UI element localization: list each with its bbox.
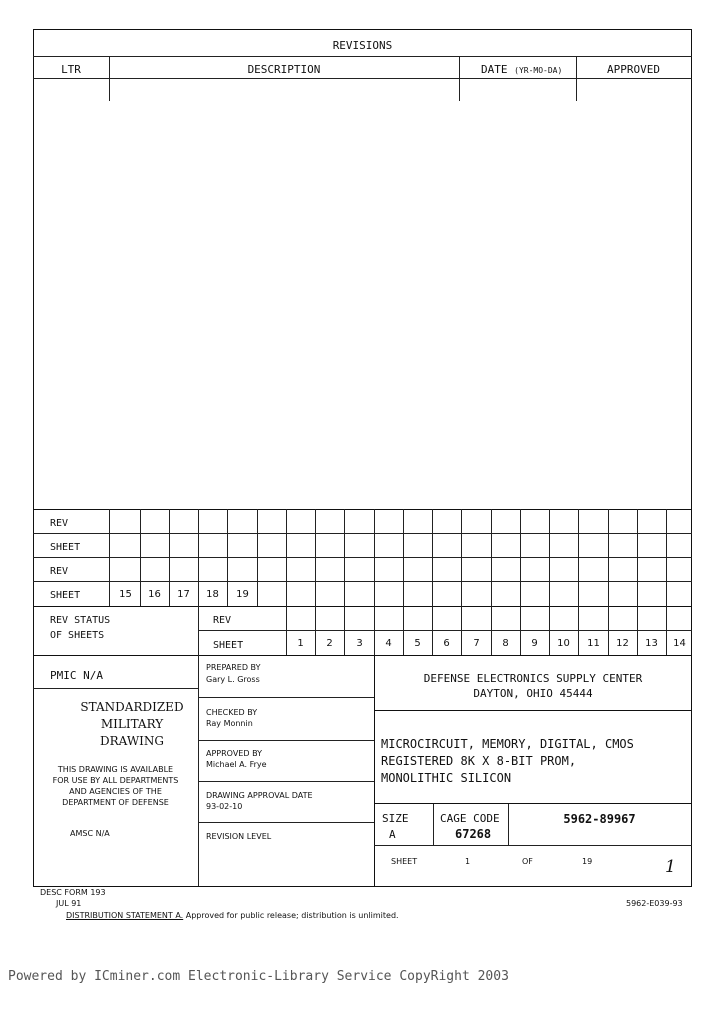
frame-bottom [33,886,692,887]
frame-right [691,29,692,887]
std-line2: MILITARY [100,717,164,731]
amsc-label: AMSC N/A [70,829,110,838]
sheet-number: 4 [385,638,392,649]
sheet-number: 15 [119,589,132,600]
center-line1: DEFENSE ELECTRONICS SUPPLY CENTER [423,672,643,685]
sheet-number: 18 [206,589,219,600]
sheet-number: 12 [616,638,629,649]
pmic-label: PMIC N/A [50,669,103,682]
rev-status-line1: REV STATUS [50,615,111,626]
sheet-number: 11 [587,638,600,649]
of-label: OF [522,857,533,866]
size-value: A [389,828,396,841]
sheet-number: 1 [297,638,304,649]
avail-line3: AND AGENCIES OF THE [69,787,162,796]
sheet-number: 7 [473,638,480,649]
sheet-number: 2 [326,638,333,649]
sheet-number: 16 [148,589,161,600]
revision-level-label: REVISION LEVEL [206,832,272,841]
frame-top [33,29,692,30]
form-code: 5962-E039-93 [626,899,683,908]
approved-by-value: Michael A. Frye [206,760,267,769]
form-line1: DESC FORM 193 [40,888,106,897]
center-line2: DAYTON, OHIO 45444 [473,687,593,700]
sheet-number: 13 [645,638,658,649]
rev-label-1: REV [50,518,69,529]
sheet-number: 17 [177,589,190,600]
approval-date-label: DRAWING APPROVAL DATE [206,791,313,800]
rev-label-2: REV [50,566,69,577]
col-date [481,63,562,76]
desc-line2: REGISTERED 8K X 8-BIT PROM, [381,754,577,768]
std-line3: DRAWING [100,734,164,748]
watermark-text: Powered by ICminer.com Electronic-Library Service CopyRight 2003 [8,969,509,984]
avail-line2: FOR USE BY ALL DEPARTMENTS [52,776,179,785]
form-line2: JUL 91 [56,899,82,908]
sheet-number: 10 [557,638,570,649]
drawing-number: 5962-89967 [563,812,636,826]
sheet-number: 14 [673,638,686,649]
distribution-statement [66,911,399,920]
sheet-label-3: SHEET [213,640,244,651]
prepared-by-value: Gary L. Gross [206,675,260,684]
sheet-number: 8 [502,638,509,649]
approval-date-value: 93-02-10 [206,802,243,811]
cage-code-label: CAGE CODE [440,812,500,825]
col-date-format: (YR-MO-DA) [514,66,563,75]
desc-line3: MONOLITHIC SILICON [381,771,512,785]
rev-status-line2: OF SHEETS [50,630,105,641]
size-label: SIZE [382,812,409,825]
std-line1: STANDARDIZED [80,700,184,714]
sheet-number: 5 [414,638,421,649]
revisions-title: REVISIONS [332,39,393,52]
sheet-number: 6 [443,638,450,649]
col-approved: APPROVED [607,63,660,76]
avail-line1: THIS DRAWING IS AVAILABLE [57,765,174,774]
col-description: DESCRIPTION [247,63,321,76]
handwritten-mark: 1 [665,857,676,877]
col-ltr: LTR [61,63,81,76]
of-value: 19 [582,857,593,866]
cage-code-value: 67268 [455,827,492,841]
col-date-label: DATE [481,63,508,76]
sheet-number: 9 [531,638,538,649]
prepared-by-label: PREPARED BY [206,663,261,672]
checked-by-value: Ray Monnin [206,719,253,728]
sheet-label-1: SHEET [50,542,81,553]
approved-by-label: APPROVED BY [206,749,263,758]
rev-label-3: REV [213,615,232,626]
sheet-label-title: SHEET [391,857,418,866]
sheet-value: 1 [465,857,471,866]
sheet-number: 19 [236,589,249,600]
checked-by-label: CHECKED BY [206,708,258,717]
avail-line4: DEPARTMENT OF DEFENSE [62,798,169,807]
sheet-label-2: SHEET [50,590,81,601]
desc-line1: MICROCIRCUIT, MEMORY, DIGITAL, CMOS [381,737,634,751]
sheet-number: 3 [356,638,363,649]
distribution-text: Approved for public release; distribution is unlimited. [183,911,399,920]
distribution-label: DISTRIBUTION STATEMENT A. [66,911,184,920]
frame-left [33,29,34,887]
